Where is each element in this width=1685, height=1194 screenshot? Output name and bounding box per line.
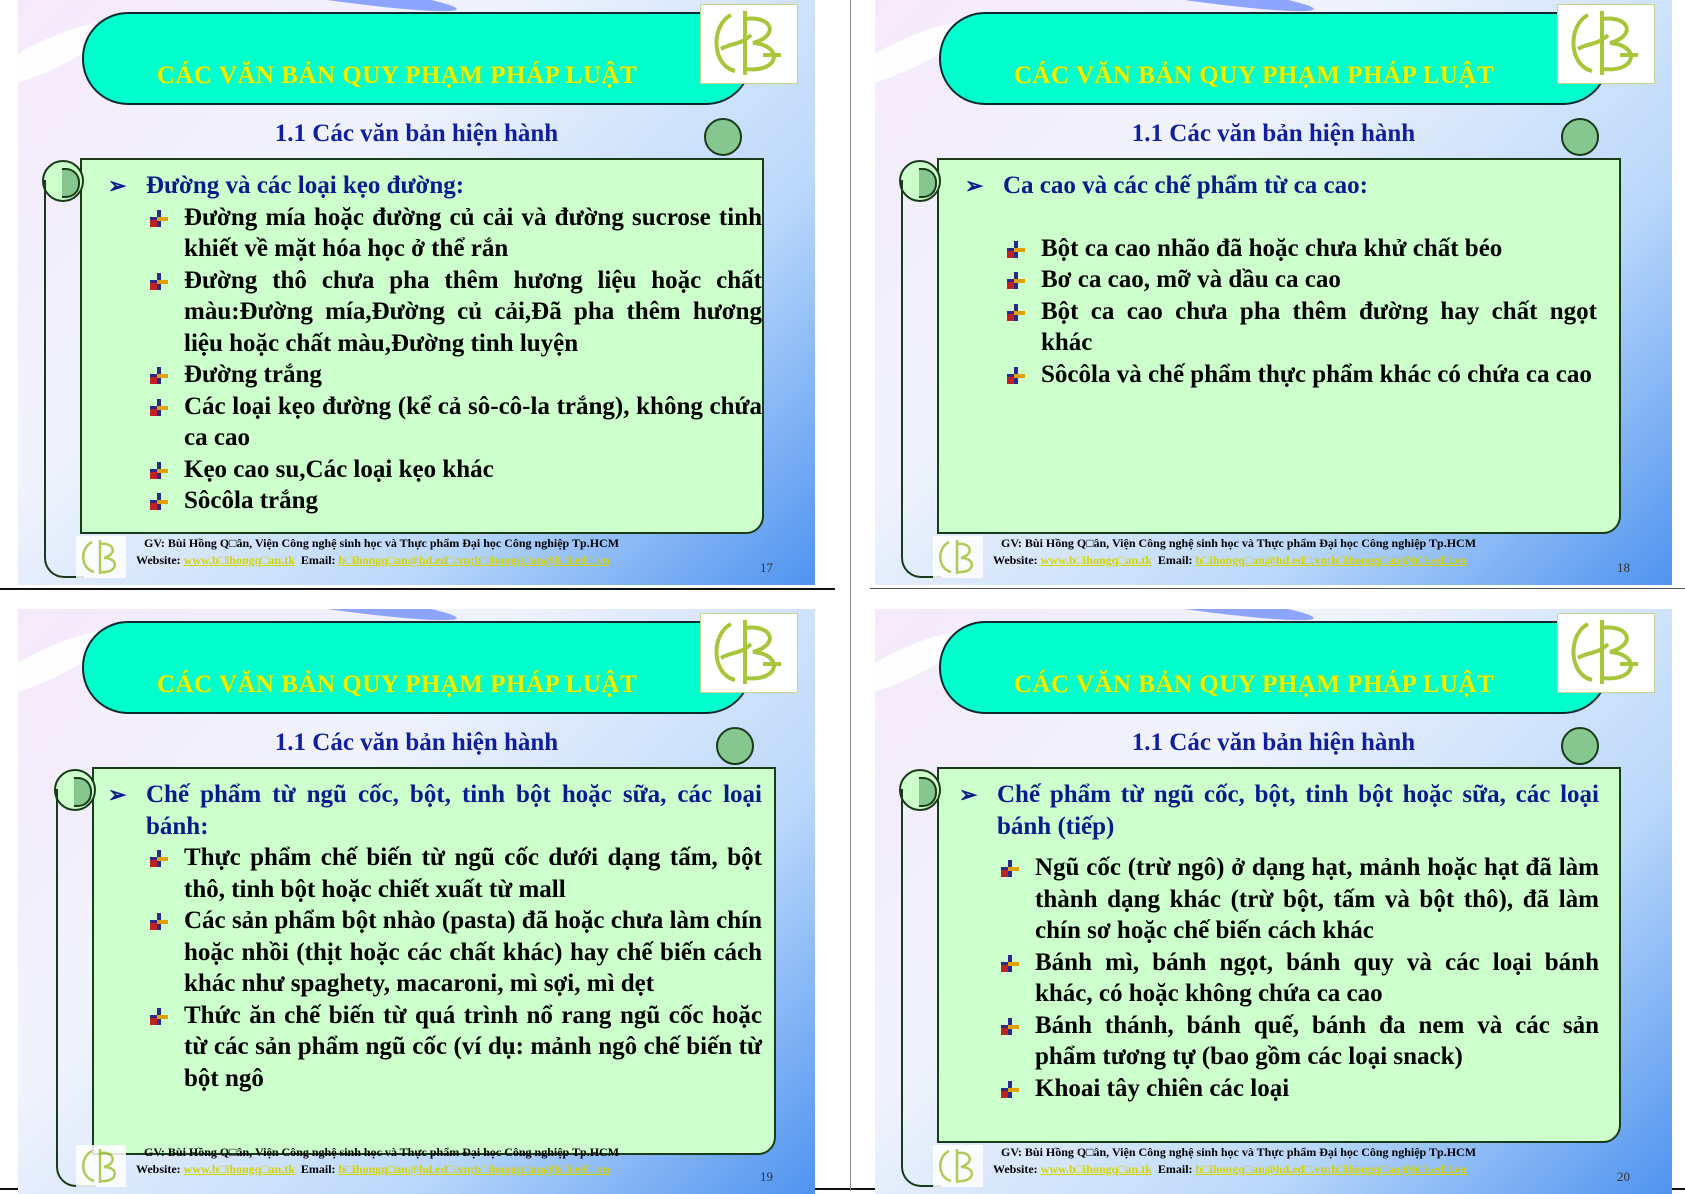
slide-19: [18, 609, 815, 1194]
footer-contact: Website: www.b□ihongq□an.tk Email: b□ihongq□an@hd.ed□.vn;b□ihongq□an@h□i.ed□.vn: [136, 1162, 610, 1176]
page-number: 17: [760, 560, 773, 575]
arrow-cross-bullet-icon: [1007, 272, 1025, 289]
logo: [1557, 613, 1655, 693]
email-link[interactable]: b□ihongq□an@hd.ed□.vn;b□ihongq□an@h□i.ed□.vn: [1195, 553, 1467, 567]
arrow-cross-bullet-icon: [1001, 1081, 1019, 1098]
page-number: 19: [760, 1169, 773, 1184]
list-item: Đường mía hoặc đường củ cải và đường sucrose tinh khiết về mặt hóa học ở thể rắn: [146, 202, 762, 265]
slide-content: [108, 170, 762, 517]
slide-subtitle: 1.1 Các văn bản hiện hành: [1131, 120, 1416, 147]
arrow-cross-bullet-icon: [150, 913, 168, 930]
slide-18: [875, 0, 1672, 585]
slide-20: [875, 609, 1672, 1194]
logo: [700, 4, 798, 84]
list-item: Đường trắng: [146, 359, 762, 391]
scroll-left-edge: [44, 180, 84, 578]
lead-heading: ➢ Chế phẩm từ ngũ cốc, bột, tinh bột hoặc sữa, các loại bánh (tiếp): [959, 781, 1599, 840]
list-item: Bột ca cao nhão đã hoặc chưa khử chất béo: [1003, 233, 1597, 265]
arrow-cross-bullet-icon: [150, 273, 168, 290]
page-number: 20: [1617, 1169, 1630, 1184]
footer-contact: Website: www.b□ihongq□an.tk Email: b□ihongq□an@hd.ed□.vn;b□ihongq□an@h□i.ed□.vn: [993, 1162, 1467, 1176]
footer-logo: [76, 536, 126, 578]
arrow-cross-bullet-icon: [1007, 367, 1025, 384]
logo: [1557, 4, 1655, 84]
arrow-cross-bullet-icon: [150, 1008, 168, 1025]
lead-heading: ➢ Ca cao và các chế phẩm từ ca cao:: [965, 170, 1597, 202]
footer-logo: [76, 1145, 126, 1187]
slide-subtitle: 1.1 Các văn bản hiện hành: [1131, 729, 1416, 756]
page-number: 18: [1617, 560, 1630, 575]
arrow-cross-bullet-icon: [150, 399, 168, 416]
arrow-cross-bullet-icon: [1001, 1018, 1019, 1035]
banner-title: CÁC VĂN BẢN QUY PHẠM PHÁP LUẬT: [156, 671, 638, 698]
footer-logo: [933, 1145, 983, 1187]
arrow-bullet-icon: ➢: [959, 782, 978, 807]
title-banner: [82, 12, 752, 105]
logo: [700, 613, 798, 693]
website-link[interactable]: www.b□ihongq□an.tk: [1040, 1162, 1152, 1176]
lead-heading: ➢ Chế phẩm từ ngũ cốc, bột, tinh bột hoặc sữa, các loại bánh:: [108, 781, 762, 840]
title-banner: [939, 12, 1609, 105]
banner-title: CÁC VĂN BẢN QUY PHẠM PHÁP LUẬT: [156, 62, 638, 89]
arrow-cross-bullet-icon: [1007, 304, 1025, 321]
website-link[interactable]: www.b□ihongq□an.tk: [183, 1162, 295, 1176]
scroll-curl: [716, 727, 754, 765]
scroll-left-edge: [56, 789, 96, 1187]
list-item: Ngũ cốc (trừ ngô) ở dạng hạt, mảnh hoặc hạt đã làm thành dạng khác (trừ bột, tấm và bột thô), đã làm chín sơ hoặc chế biến cách khác: [997, 852, 1599, 947]
footer-author: GV: Bùi Hồng Q□ân, Viện Công nghệ sinh học và Thực phẩm Đại học Công nghiệp Tp.HCM: [1001, 1145, 1477, 1159]
title-banner: [82, 621, 752, 714]
item-list: [997, 852, 1599, 1104]
footer-author: GV: Bùi Hồng Q□ân, Viện Công nghệ sinh học và Thực phẩm Đại học Công nghiệp Tp.HCM: [144, 536, 620, 550]
email-link[interactable]: b□ihongq□an@hd.ed□.vn;b□ihongq□an@h□i.ed□.vn: [338, 553, 610, 567]
list-item: Đường thô chưa pha thêm hương liệu hoặc chất màu:Đường mía,Đường củ cải,Đã pha thêm hương liệu hoặc chất màu,Đường tinh luyện: [146, 265, 762, 360]
footer-contact: Website: www.b□ihongq□an.tk Email: b□ihongq□an@hd.ed□.vn;b□ihongq□an@h□i.ed□.vn: [993, 553, 1467, 567]
footer-contact: Website: www.b□ihongq□an.tk Email: b□ihongq□an@hd.ed□.vn;b□ihongq□an@h□i.ed□.vn: [136, 553, 610, 567]
list-item: Kẹo cao su,Các loại kẹo khác: [146, 454, 762, 486]
list-item: Các sản phẩm bột nhào (pasta) đã hoặc chưa làm chín hoặc nhồi (thịt hoặc các chất khác) hay chế biến cách khác như spaghety, macaroni, mì sợi, mì dẹt: [146, 905, 762, 1000]
item-list: [146, 202, 762, 517]
list-item: Khoai tây chiên các loại: [997, 1073, 1599, 1105]
scroll-curl: [1561, 118, 1599, 156]
scroll-curl: [704, 118, 742, 156]
list-item: Thực phẩm chế biến từ ngũ cốc dưới dạng tấm, bột thô, tinh bột hoặc chiết xuất từ mall: [146, 842, 762, 905]
lead-heading: ➢ Đường và các loại kẹo đường:: [108, 170, 762, 202]
slide-subtitle: 1.1 Các văn bản hiện hành: [274, 120, 559, 147]
slide-content: [965, 170, 1597, 390]
list-item: Bánh mì, bánh ngọt, bánh quy và các loại bánh khác, có hoặc không chứa ca cao: [997, 947, 1599, 1010]
list-item: Sôcôla và chế phẩm thực phẩm khác có chứa ca cao: [1003, 359, 1597, 391]
footer-author: GV: Bùi Hồng Q□ân, Viện Công nghệ sinh học và Thực phẩm Đại học Công nghiệp Tp.HCM: [1001, 536, 1477, 550]
arrow-bullet-icon: ➢: [965, 173, 984, 198]
email-link[interactable]: b□ihongq□an@hd.ed□.vn;b□ihongq□an@h□i.ed□.vn: [1195, 1162, 1467, 1176]
scroll-left-edge: [901, 180, 941, 578]
arrow-bullet-icon: ➢: [108, 782, 127, 807]
arrow-bullet-icon: ➢: [108, 173, 127, 198]
arrow-cross-bullet-icon: [1001, 955, 1019, 972]
arrow-cross-bullet-icon: [1001, 860, 1019, 877]
arrow-cross-bullet-icon: [150, 493, 168, 510]
list-item: Thức ăn chế biến từ quá trình nổ rang ngũ cốc hoặc từ các sản phẩm ngũ cốc (ví dụ: mảnh ngô chế biến từ bột ngô: [146, 1000, 762, 1095]
footer-author: GV: Bùi Hồng Q□ân, Viện Công nghệ sinh học và Thực phẩm Đại học Công nghiệp Tp.HCM: [144, 1145, 620, 1159]
slide-subtitle: 1.1 Các văn bản hiện hành: [274, 729, 559, 756]
slide-17: [18, 0, 815, 585]
divider-top: [0, 588, 835, 590]
list-item: Các loại kẹo đường (kể cả sô-cô-la trắng), không chứa ca cao: [146, 391, 762, 454]
slide-content: [108, 779, 762, 1094]
list-item: Sôcôla trắng: [146, 485, 762, 517]
list-item: Bánh thánh, bánh quế, bánh đa nem và các sản phẩm tương tự (bao gồm các loại snack): [997, 1010, 1599, 1073]
arrow-cross-bullet-icon: [150, 367, 168, 384]
email-link[interactable]: b□ihongq□an@hd.ed□.vn;b□ihongq□an@h□i.ed□.vn: [338, 1162, 610, 1176]
item-list: [146, 842, 762, 1094]
divider-top-right: [870, 588, 1685, 589]
website-link[interactable]: www.b□ihongq□an.tk: [183, 553, 295, 567]
banner-title: CÁC VĂN BẢN QUY PHẠM PHÁP LUẬT: [1013, 671, 1495, 698]
banner-title: CÁC VĂN BẢN QUY PHẠM PHÁP LUẬT: [1013, 62, 1495, 89]
slide-content: [959, 779, 1599, 1104]
footer-logo: [933, 536, 983, 578]
website-link[interactable]: www.b□ihongq□an.tk: [1040, 553, 1152, 567]
scroll-left-edge: [901, 789, 941, 1187]
list-item: Bột ca cao chưa pha thêm đường hay chất ngọt khác: [1003, 296, 1597, 359]
list-item: Bơ ca cao, mỡ và dầu ca cao: [1003, 264, 1597, 296]
arrow-cross-bullet-icon: [150, 210, 168, 227]
scroll-curl: [1561, 727, 1599, 765]
item-list: [1003, 233, 1597, 391]
arrow-cross-bullet-icon: [150, 462, 168, 479]
arrow-cross-bullet-icon: [150, 850, 168, 867]
divider-vertical: [850, 0, 851, 1191]
arrow-cross-bullet-icon: [1007, 241, 1025, 258]
title-banner: [939, 621, 1609, 714]
